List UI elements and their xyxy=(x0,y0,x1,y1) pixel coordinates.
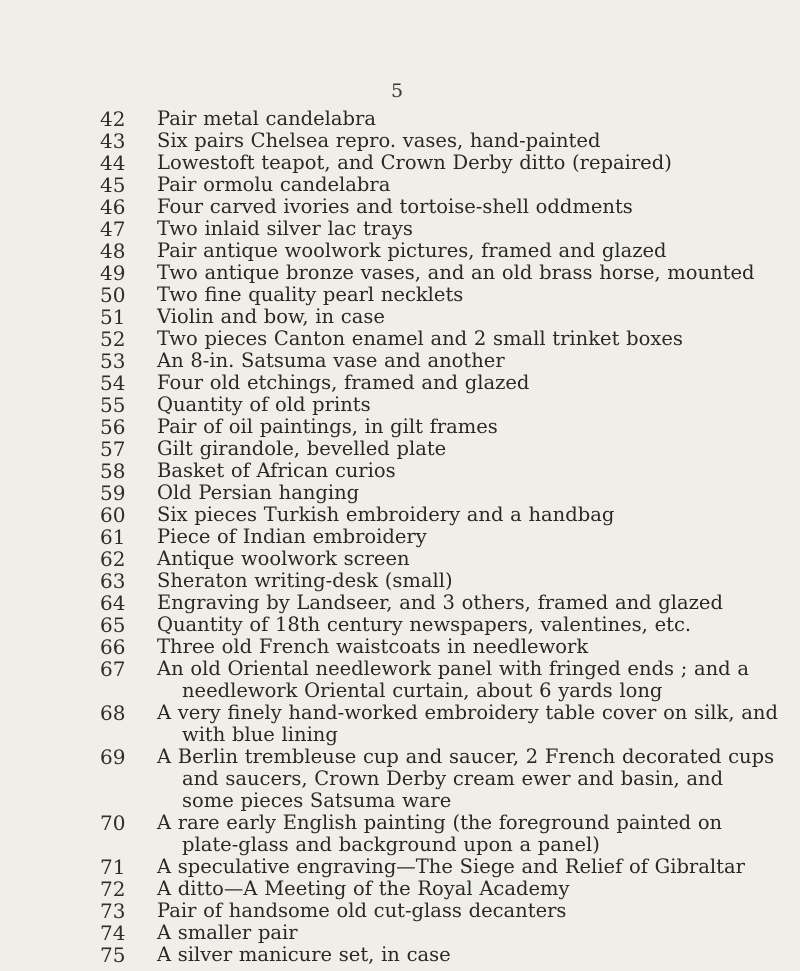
lot-row xyxy=(100,878,780,900)
lot-description: Pair metal candelabra xyxy=(157,107,376,130)
lot-description: Six pairs Chelsea repro. vases, hand-painted xyxy=(157,129,601,152)
lot-description: Two inlaid silver lac trays xyxy=(157,217,413,240)
lot-row xyxy=(100,614,780,636)
lot-number: 58 xyxy=(100,459,126,483)
lot-description: Six pieces Turkish embroidery and a handbag xyxy=(157,503,615,526)
lot-number: 60 xyxy=(100,503,126,527)
lot-number: 59 xyxy=(100,481,126,505)
lot-description: Antique woolwork screen xyxy=(157,547,410,570)
lot-description: Pair antique woolwork pictures, framed and glazed xyxy=(157,239,667,262)
lot-number: 52 xyxy=(100,327,126,351)
lot-description: Four old etchings, framed and glazed xyxy=(157,371,530,394)
lot-row xyxy=(100,460,780,482)
lot-row xyxy=(100,328,780,350)
lot-number: 75 xyxy=(100,943,126,967)
lot-description: Three old French waistcoats in needlework xyxy=(157,635,589,658)
lot-row xyxy=(100,548,780,570)
lot-number: 63 xyxy=(100,569,126,593)
lot-row xyxy=(100,218,780,240)
lot-number: 64 xyxy=(100,591,126,615)
lot-row xyxy=(100,350,780,372)
lot-number: 69 xyxy=(100,745,126,769)
lot-number: 49 xyxy=(100,261,126,285)
lot-number: 51 xyxy=(100,305,126,329)
lot-row xyxy=(100,240,780,262)
lot-description: Quantity of old prints xyxy=(157,393,371,416)
lot-description: Quantity of 18th century newspapers, valentines, etc. xyxy=(157,613,692,636)
lot-number: 73 xyxy=(100,899,126,923)
lot-number: 55 xyxy=(100,393,126,417)
lot-row xyxy=(100,658,780,702)
lot-description: A very finely hand-worked embroidery table cover on silk, and with blue lining xyxy=(157,701,778,746)
lot-number: 43 xyxy=(100,129,126,153)
lot-description: An 8-in. Satsuma vase and another xyxy=(157,349,505,372)
lot-description: Sheraton writing-desk (small) xyxy=(157,569,453,592)
lot-number: 66 xyxy=(100,635,126,659)
lot-number: 54 xyxy=(100,371,126,395)
lot-number: 57 xyxy=(100,437,126,461)
lot-row xyxy=(100,372,780,394)
lot-number: 50 xyxy=(100,283,126,307)
lot-number: 65 xyxy=(100,613,126,637)
lot-row xyxy=(100,196,780,218)
lot-row xyxy=(100,592,780,614)
lot-number: 70 xyxy=(100,811,126,835)
lot-description: A smaller pair xyxy=(157,921,298,944)
lot-row xyxy=(100,856,780,878)
lot-number: 44 xyxy=(100,151,126,175)
lot-description: Two pieces Canton enamel and 2 small trinket boxes xyxy=(157,327,683,350)
lot-description: Piece of Indian embroidery xyxy=(157,525,427,548)
lot-row xyxy=(100,174,780,196)
lot-row xyxy=(100,812,780,856)
lot-number: 67 xyxy=(100,657,126,681)
lot-row xyxy=(100,482,780,504)
lot-number: 61 xyxy=(100,525,126,549)
lot-row xyxy=(100,504,780,526)
lot-number: 68 xyxy=(100,701,126,725)
lot-description: Lowestoft teapot, and Crown Derby ditto (repaired) xyxy=(157,151,672,174)
lot-number: 56 xyxy=(100,415,126,439)
lot-number: 46 xyxy=(100,195,126,219)
lot-description: A speculative engraving—The Siege and Relief of Gibraltar xyxy=(157,855,745,878)
lot-row xyxy=(100,702,780,746)
lot-row xyxy=(100,284,780,306)
lot-row xyxy=(100,746,780,812)
lot-number: 47 xyxy=(100,217,126,241)
lot-number: 48 xyxy=(100,239,126,263)
lot-row xyxy=(100,944,780,966)
lot-number: 71 xyxy=(100,855,126,879)
lot-row xyxy=(100,262,780,284)
lot-row xyxy=(100,108,780,130)
lot-row xyxy=(100,570,780,592)
lot-row xyxy=(100,526,780,548)
lot-number: 45 xyxy=(100,173,126,197)
lot-description: Pair ormolu candelabra xyxy=(157,173,391,196)
lot-description: Pair of oil paintings, in gilt frames xyxy=(157,415,498,438)
lot-number: 62 xyxy=(100,547,126,571)
lot-description: Basket of African curios xyxy=(157,459,396,482)
lot-row xyxy=(100,900,780,922)
lot-description: A rare early English painting (the foreground painted on plate-glass and background upon a panel) xyxy=(157,811,723,856)
lot-number: 72 xyxy=(100,877,126,901)
lot-description: Four carved ivories and tortoise-shell oddments xyxy=(157,195,633,218)
lot-description: Gilt girandole, bevelled plate xyxy=(157,437,447,460)
lot-number: 53 xyxy=(100,349,126,373)
lot-description: A ditto—A Meeting of the Royal Academy xyxy=(157,877,570,900)
lot-number: 74 xyxy=(100,921,126,945)
lot-row xyxy=(100,922,780,944)
lot-description: Old Persian hanging xyxy=(157,481,360,504)
lot-row xyxy=(100,152,780,174)
lot-row xyxy=(100,636,780,658)
lot-row xyxy=(100,438,780,460)
lot-description: Two antique bronze vases, and an old brass horse, mounted xyxy=(157,261,755,284)
lot-description: A Berlin trembleuse cup and saucer, 2 French decorated cups and saucers, Crown Derby cream ewer and basin, and some pieces Satsuma ware xyxy=(157,745,775,812)
lot-row xyxy=(100,130,780,152)
lot-number: 42 xyxy=(100,107,126,131)
lot-row xyxy=(100,306,780,328)
page-number: 5 xyxy=(390,80,404,102)
lot-row xyxy=(100,394,780,416)
lot-description: Two fine quality pearl necklets xyxy=(157,283,464,306)
lot-row xyxy=(100,416,780,438)
lot-description: Pair of handsome old cut-glass decanters xyxy=(157,899,567,922)
lot-description: Violin and bow, in case xyxy=(157,305,385,328)
lot-list xyxy=(100,108,780,966)
lot-description: A silver manicure set, in case xyxy=(157,943,451,966)
lot-description: Engraving by Landseer, and 3 others, framed and glazed xyxy=(157,591,723,614)
lot-description: An old Oriental needlework panel with fringed ends ; and a needlework Oriental curtain, about 6 yards long xyxy=(157,657,749,702)
